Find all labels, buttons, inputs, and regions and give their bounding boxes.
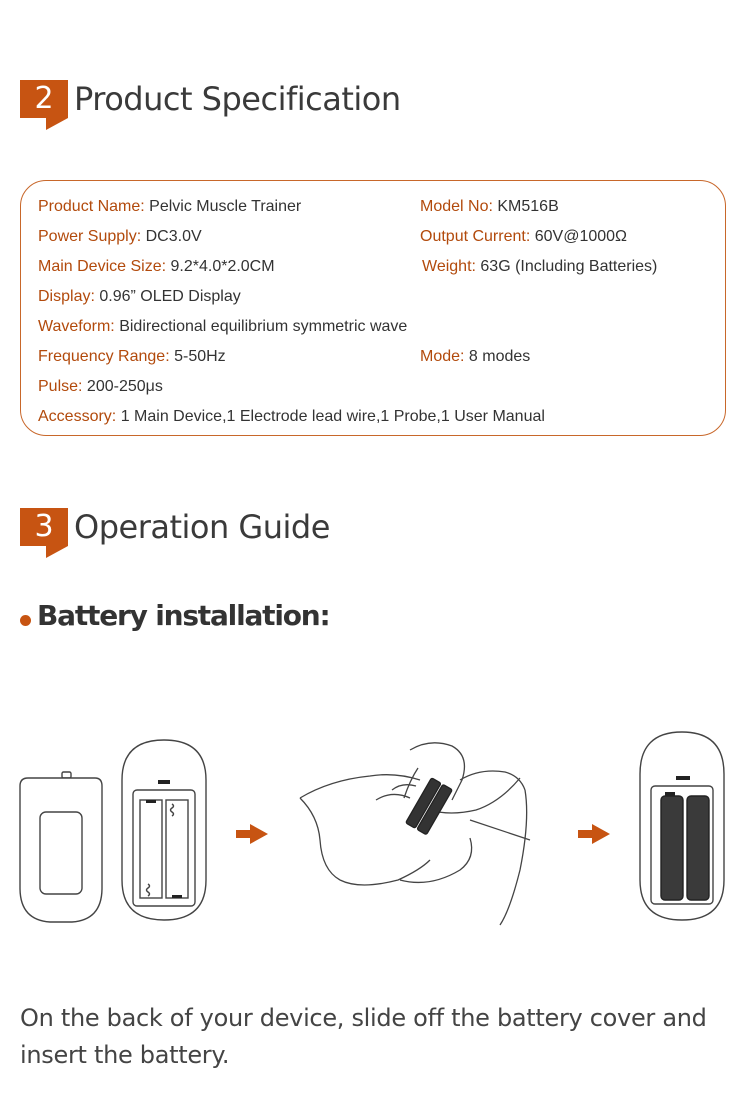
spec-value: 5-50Hz bbox=[174, 348, 226, 365]
spec-label: Display: bbox=[38, 288, 95, 305]
spec-value: KM516B bbox=[497, 198, 559, 215]
section-number-badge: 3 bbox=[20, 508, 68, 546]
spec-mode bbox=[420, 347, 530, 367]
badge-tab-decoration bbox=[46, 546, 68, 558]
bullet-title: Battery installation: bbox=[37, 599, 330, 632]
spec-value: 8 modes bbox=[468, 348, 531, 365]
spec-label: Model No: bbox=[420, 198, 493, 215]
spec-pulse bbox=[38, 377, 163, 397]
spec-label: Main Device Size: bbox=[38, 258, 167, 275]
battery-installation-illustration bbox=[0, 720, 750, 940]
spec-value: DC3.0V bbox=[145, 228, 202, 245]
spec-main-device-size bbox=[38, 257, 275, 277]
spec-value: 0.96” OLED Display bbox=[99, 288, 241, 305]
spec-weight bbox=[422, 257, 657, 277]
spec-label: Product Name: bbox=[38, 198, 145, 215]
hands-inserting-battery-icon bbox=[300, 743, 530, 925]
spec-label: Weight: bbox=[422, 258, 476, 275]
section-number-badge: 2 bbox=[20, 80, 68, 118]
spec-output-current bbox=[420, 227, 627, 247]
device-with-batteries-icon bbox=[640, 732, 724, 920]
spec-accessory bbox=[38, 407, 545, 427]
spec-power-supply bbox=[38, 227, 202, 247]
spec-label: Power Supply: bbox=[38, 228, 142, 245]
spec-display bbox=[38, 287, 241, 307]
device-back-cover-icon bbox=[20, 772, 102, 922]
spec-waveform bbox=[38, 317, 407, 337]
spec-label: Pulse: bbox=[38, 378, 83, 395]
section-title: Operation Guide bbox=[74, 508, 330, 546]
spec-value: Pelvic Muscle Trainer bbox=[149, 198, 302, 215]
spec-label: Output Current: bbox=[420, 228, 531, 245]
spec-label: Accessory: bbox=[38, 408, 117, 425]
spec-frequency-range bbox=[38, 347, 226, 367]
arrow-right-icon bbox=[236, 824, 268, 844]
spec-value: 1 Main Device,1 Electrode lead wire,1 Probe,1 User Manual bbox=[120, 408, 545, 425]
badge-tab-decoration bbox=[46, 118, 68, 130]
arrow-right-icon bbox=[578, 824, 610, 844]
spec-value: Bidirectional equilibrium symmetric wave bbox=[119, 318, 408, 335]
open-battery-compartment-icon bbox=[122, 740, 206, 920]
spec-label: Mode: bbox=[420, 348, 465, 365]
specification-box bbox=[20, 180, 726, 436]
battery-instruction-caption: On the back of your device, slide off the battery cover and insert the battery. bbox=[20, 1004, 707, 1069]
spec-label: Frequency Range: bbox=[38, 348, 170, 365]
bullet-dot-icon bbox=[20, 615, 31, 626]
spec-product-name bbox=[38, 197, 301, 217]
spec-value: 63G (Including Batteries) bbox=[480, 258, 658, 275]
spec-value: 200-250μs bbox=[86, 378, 163, 395]
spec-model-no bbox=[420, 197, 559, 217]
section-title: Product Specification bbox=[74, 80, 401, 118]
spec-label: Waveform: bbox=[38, 318, 115, 335]
spec-value: 60V@1000Ω bbox=[534, 228, 627, 245]
spec-value: 9.2*4.0*2.0CM bbox=[170, 258, 275, 275]
